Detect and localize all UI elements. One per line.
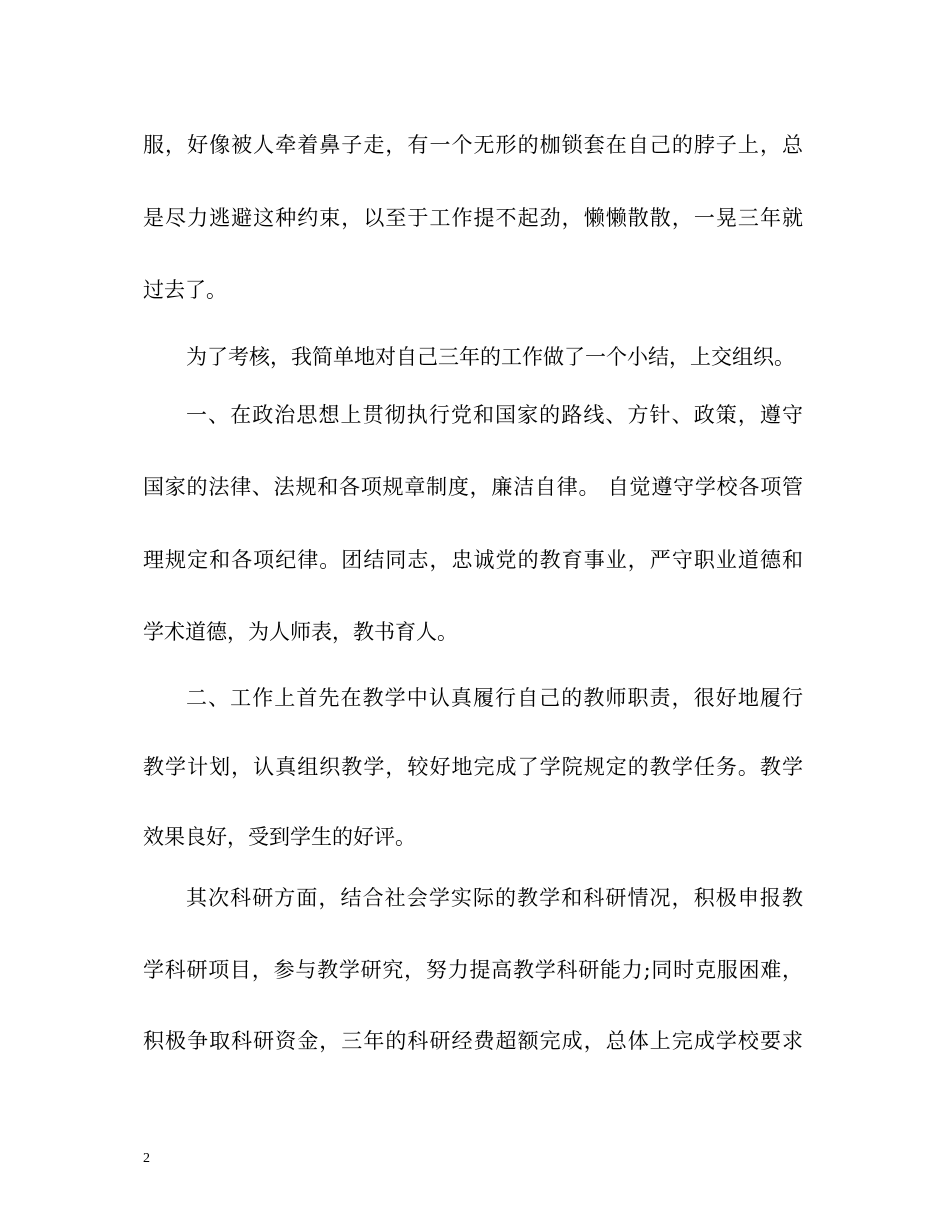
text-line: 学术道德，为人师表，教书育人。 (143, 620, 458, 644)
text-line: 积极争取科研资金，三年的科研经费超额完成，总体上完成学校要求 (143, 1029, 803, 1053)
paragraph-first-line: 为了考核，我简单地对自己三年的工作做了一个小结，上交组织。 (186, 345, 795, 369)
text-line: 国家的法律、法规和各项规章制度，廉洁自律。 自觉遵守学校各项管 (143, 475, 803, 499)
text-line: 是尽力逃避这种约束，以至于工作提不起劲，懒懒散散，一晃三年就 (143, 206, 803, 230)
page-number: 2 (143, 1151, 150, 1166)
text-line: 过去了。 (143, 278, 227, 302)
text-line: 服，好像被人牵着鼻子走，有一个无形的枷锁套在自己的脖子上，总 (143, 133, 803, 157)
text-line: 学科研项目，参与教学研究，努力提高教学科研能力;同时克服困难， (143, 958, 803, 982)
text-line: 效果良好，受到学生的好评。 (143, 825, 416, 849)
paragraph-first-line: 一、在政治思想上贯彻执行党和国家的路线、方针、政策，遵守 (186, 403, 803, 427)
paragraph-first-line: 其次科研方面，结合社会学实际的教学和科研情况，积极申报教 (186, 886, 803, 910)
paragraph-first-line: 二、工作上首先在教学中认真履行自己的教师职责，很好地履行 (186, 686, 803, 710)
text-line: 理规定和各项纪律。团结同志，忠诚党的教育事业，严守职业道德和 (143, 548, 803, 572)
text-line: 教学计划，认真组织教学，较好地完成了学院规定的教学任务。教学 (143, 755, 803, 779)
